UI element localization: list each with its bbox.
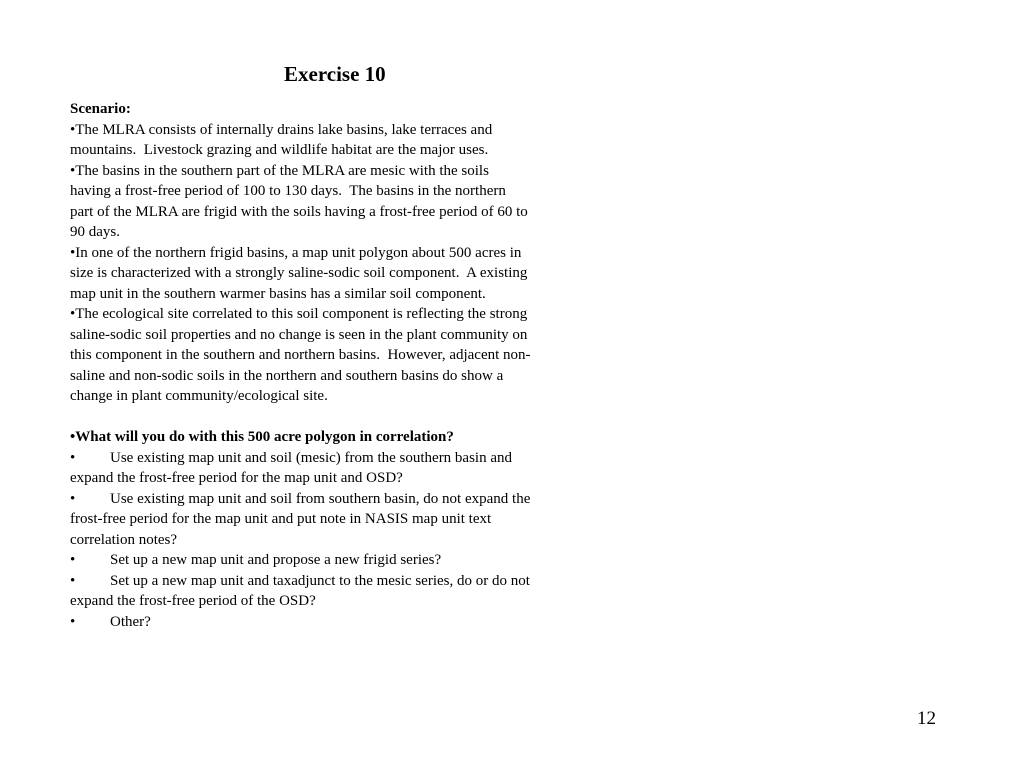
scenario-line: •In one of the northern frigid basins, a map unit polygon about 500 acres in [70, 244, 522, 261]
options-list [70, 448, 605, 633]
option-text: Set up a new map unit and taxadjunct to the mesic series, do or do not [110, 572, 530, 589]
option-bullet: • [70, 572, 76, 589]
option-text-continued: expand the frost-free period for the map unit and OSD? [70, 470, 403, 486]
scenario-line: part of the MLRA are frigid with the soils having a frost-free period of 60 to [70, 203, 528, 220]
option-bullet: • [70, 449, 76, 466]
option-text: Use existing map unit and soil from southern basin, do not expand the [110, 490, 531, 507]
question-heading: •What will you do with this 500 acre polygon in correlation? [70, 429, 454, 445]
scenario-line: change in plant community/ecological site. [70, 388, 328, 404]
option-item [70, 612, 605, 633]
scenario-line: having a frost-free period of 100 to 130 days. The basins in the northern [70, 183, 506, 199]
scenario-line: •The ecological site correlated to this soil component is reflecting the strong [70, 306, 528, 322]
option-item [70, 571, 605, 592]
scenario-line: map unit in the southern warmer basins has a similar soil component. [70, 285, 486, 302]
option-bullet: • [70, 552, 76, 568]
scenario-line: saline-sodic soil properties and no change is seen in the plant community on [70, 326, 528, 343]
scenario-line: this component in the southern and northern basins. However, adjacent non- [70, 347, 531, 363]
option-text: Other? [110, 613, 151, 630]
option-bullet: • [70, 613, 76, 630]
scenario-heading: Scenario: [70, 101, 131, 117]
option-text: Use existing map unit and soil (mesic) from the southern basin and [110, 449, 513, 466]
option-bullet: • [70, 490, 76, 507]
scenario-line: •The basins in the southern part of the MLRA are mesic with the soils [70, 162, 489, 179]
scenario-text [70, 120, 605, 407]
scenario-line: 90 days. [70, 224, 120, 240]
exercise-title: Exercise 10 [284, 62, 386, 86]
option-text-continued: correlation notes? [70, 531, 178, 548]
blank-line [70, 407, 605, 428]
exercise-content [70, 99, 605, 632]
scenario-line: size is characterized with a strongly saline-sodic soil component. A existing [70, 265, 528, 281]
option-item [70, 448, 605, 469]
scenario-line: mountains. Livestock grazing and wildlife habitat are the major uses. [70, 142, 489, 158]
option-text-continued: expand the frost-free period of the OSD? [70, 593, 316, 609]
scenario-line: •The MLRA consists of internally drains lake basins, lake terraces and [70, 121, 493, 138]
option-item [70, 550, 605, 571]
option-text-continued: frost-free period for the map unit and put note in NASIS map unit text [70, 511, 492, 527]
option-text: Set up a new map unit and propose a new frigid series? [110, 552, 442, 568]
scenario-line: saline and non-sodic soils in the northern and southern basins do show a [70, 367, 504, 384]
page-number: 12 [917, 708, 936, 729]
option-item [70, 489, 605, 510]
